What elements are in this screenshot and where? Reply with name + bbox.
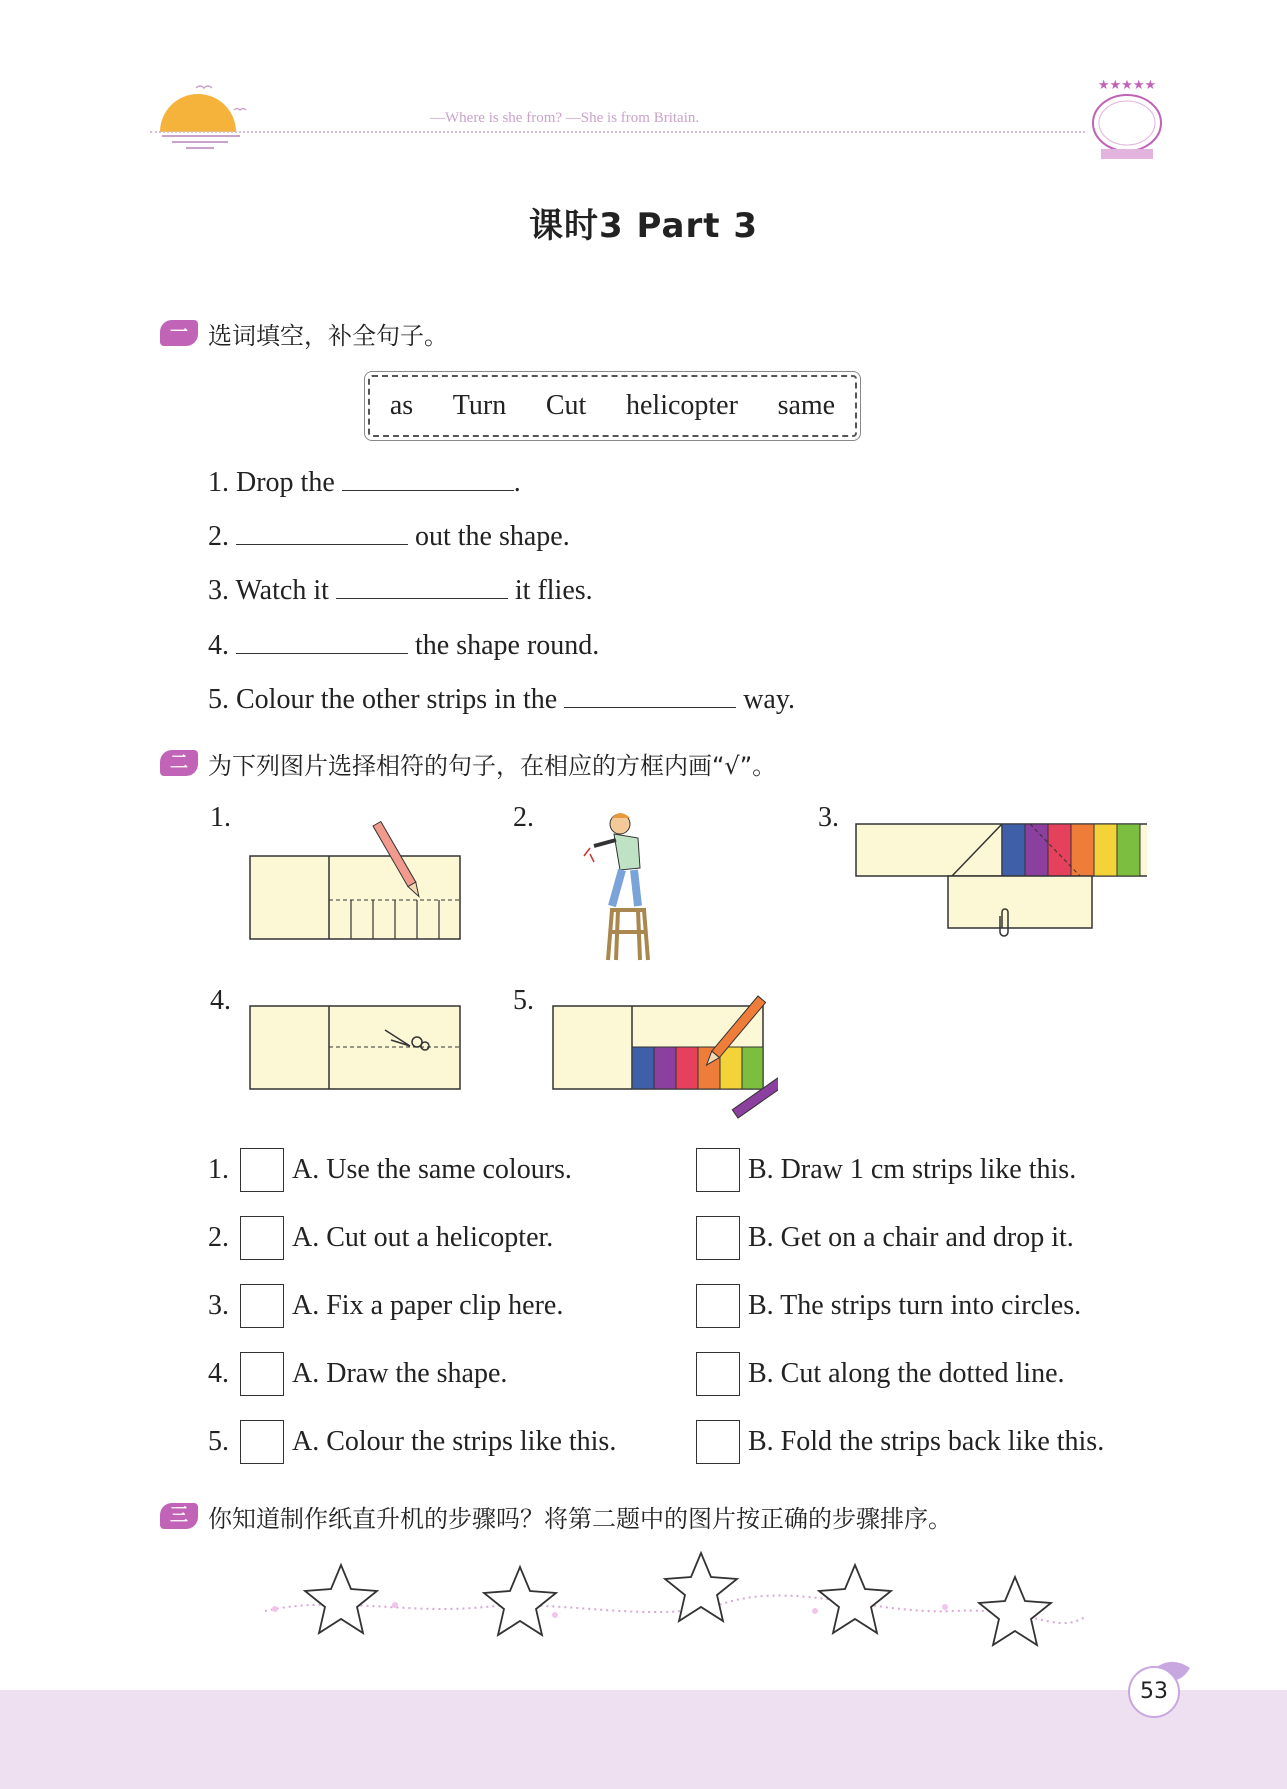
- section1-badge: 一: [160, 320, 198, 346]
- item-text-after: it flies.: [514, 575, 593, 606]
- choice-1a-text: A. Use the same colours.: [292, 1154, 572, 1185]
- picture-scissors-cut: [245, 1000, 470, 1095]
- header-motto: —Where is she from? —She is from Britain.: [430, 110, 700, 126]
- section2-instruction: 为下列图片选择相符的句子，在相应的方框内画“√”。: [208, 752, 777, 780]
- star-answer-chain: [255, 1545, 1105, 1655]
- item-text-after: out the shape.: [415, 521, 570, 552]
- section2-badge: 二: [160, 750, 198, 776]
- sunset-icon: [150, 80, 260, 150]
- choice-5a-checkbox[interactable]: [240, 1420, 284, 1464]
- item-number: 3.: [208, 575, 229, 606]
- item-text-after: .: [513, 467, 521, 498]
- word-bank-word: same: [777, 390, 836, 421]
- choice-3a-checkbox[interactable]: [240, 1284, 284, 1328]
- page-number: 53: [1128, 1666, 1180, 1718]
- footer-band: [0, 1690, 1287, 1789]
- fill-item-5: [208, 681, 795, 716]
- word-bank: [368, 375, 857, 437]
- choice-1b-checkbox[interactable]: [696, 1148, 740, 1192]
- choice-3b-checkbox[interactable]: [696, 1284, 740, 1328]
- brand-seal-icon: [1085, 75, 1170, 165]
- choice-5a-text: A. Colour the strips like this.: [292, 1426, 617, 1457]
- choice-row-number: 2.: [208, 1222, 229, 1253]
- picture-number-2: 2.: [513, 802, 534, 833]
- picture-number-4: 4.: [210, 985, 231, 1016]
- answer-star-2: [484, 1567, 556, 1635]
- answer-blank[interactable]: [336, 572, 508, 599]
- word-bank-word: Cut: [545, 390, 587, 421]
- item-text-after: way.: [743, 684, 796, 715]
- header-divider: [150, 131, 1085, 133]
- chair-icon: [608, 910, 648, 960]
- item-text-before: Watch it: [235, 575, 329, 606]
- choice-3a-text: A. Fix a paper clip here.: [292, 1290, 564, 1321]
- word-bank-word: as: [389, 390, 414, 421]
- item-text-before: Colour the other strips in the: [236, 684, 558, 715]
- answer-star-4: [819, 1565, 891, 1633]
- item-text-after: the shape round.: [415, 630, 600, 661]
- choice-5b-checkbox[interactable]: [696, 1420, 740, 1464]
- answer-blank[interactable]: [342, 464, 514, 491]
- item-text-before: Drop the: [236, 467, 335, 498]
- page-title: 课时3 Part 3: [529, 206, 758, 246]
- fill-item-1: [208, 464, 521, 499]
- word-bank-word: helicopter: [625, 390, 738, 421]
- choice-1a-checkbox[interactable]: [240, 1148, 284, 1192]
- choice-row-number: 4.: [208, 1358, 229, 1389]
- choice-list: [208, 1148, 1208, 1468]
- brand-logo: [1085, 75, 1170, 165]
- fill-item-3: [208, 572, 593, 607]
- item-number: 4.: [208, 630, 229, 661]
- picture-number-5: 5.: [513, 985, 534, 1016]
- section3-badge: 三: [160, 1503, 198, 1529]
- page-number-badge: [1120, 1652, 1200, 1722]
- section1-instruction: 选词填空，补全句子。: [208, 322, 448, 350]
- word-bank-word: Turn: [452, 390, 507, 421]
- answer-star-3: [665, 1553, 737, 1621]
- picture-number-3: 3.: [818, 802, 839, 833]
- answer-blank[interactable]: [564, 681, 736, 708]
- choice-4a-checkbox[interactable]: [240, 1352, 284, 1396]
- choice-row-number: 3.: [208, 1290, 229, 1321]
- picture-colour-strips: [548, 992, 778, 1132]
- answer-blank[interactable]: [236, 518, 408, 545]
- picture-paper-clip: [852, 818, 1147, 963]
- picture-child-on-chair: [580, 810, 670, 965]
- answer-star-1: [305, 1565, 377, 1633]
- choice-2b-checkbox[interactable]: [696, 1216, 740, 1260]
- choice-4a-text: A. Draw the shape.: [292, 1358, 508, 1389]
- choice-4b-checkbox[interactable]: [696, 1352, 740, 1396]
- item-number: 2.: [208, 521, 229, 552]
- choice-1b-text: B. Draw 1 cm strips like this.: [748, 1154, 1077, 1185]
- picture-number-1: 1.: [210, 802, 231, 833]
- choice-5b-text: B. Fold the strips back like this.: [748, 1426, 1105, 1457]
- picture-draw-strips: [245, 820, 470, 945]
- choice-row-number: 5.: [208, 1426, 229, 1457]
- svg-text:★★★★★: ★★★★★: [1097, 78, 1157, 93]
- fill-item-4: [208, 627, 599, 662]
- choice-2a-checkbox[interactable]: [240, 1216, 284, 1260]
- item-number: 5.: [208, 684, 229, 715]
- choice-4b-text: B. Cut along the dotted line.: [748, 1358, 1065, 1389]
- item-number: 1.: [208, 467, 229, 498]
- answer-blank[interactable]: [236, 627, 408, 654]
- fill-item-2: [208, 518, 570, 553]
- choice-3b-text: B. The strips turn into circles.: [748, 1290, 1082, 1321]
- answer-star-5: [979, 1577, 1051, 1645]
- choice-2b-text: B. Get on a chair and drop it.: [748, 1222, 1074, 1253]
- section3-instruction: 你知道制作纸直升机的步骤吗？将第二题中的图片按正确的步骤排序。: [208, 1505, 952, 1533]
- choice-2a-text: A. Cut out a helicopter.: [292, 1222, 554, 1253]
- header-decoration: [150, 80, 260, 150]
- choice-row-number: 1.: [208, 1154, 229, 1185]
